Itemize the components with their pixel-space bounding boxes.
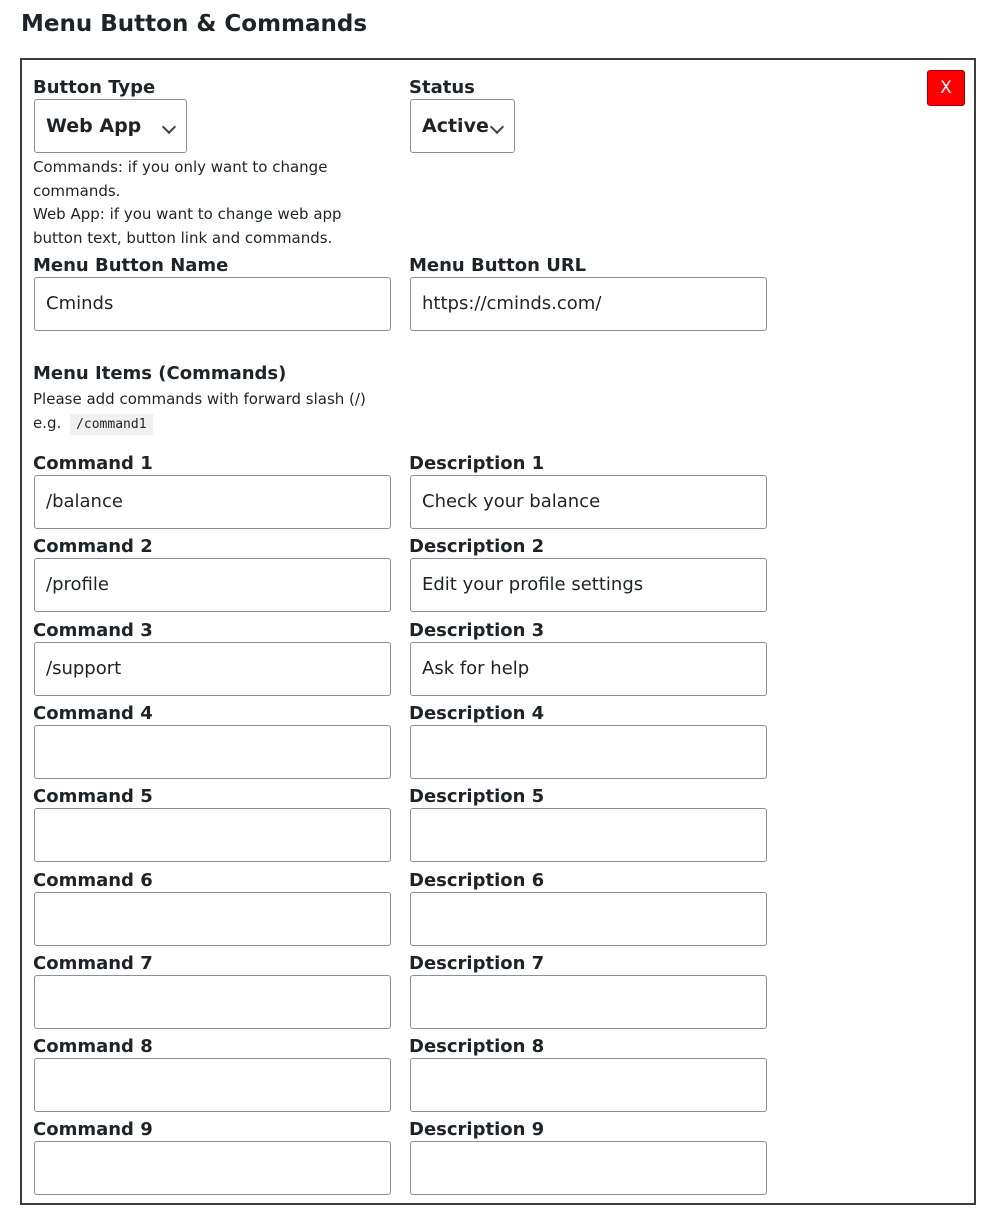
button-type-help (33, 156, 363, 250)
command-input[interactable] (34, 892, 391, 946)
page-title: Menu Button & Commands (21, 11, 368, 37)
description-label: Description 9 (409, 1119, 545, 1140)
command-input[interactable]: /profile (34, 558, 391, 612)
description-input[interactable] (410, 975, 767, 1029)
command-label: Command 8 (33, 1036, 153, 1057)
menu-items-hint (33, 387, 393, 437)
description-input[interactable] (410, 1058, 767, 1112)
menu-button-name-input[interactable]: Cminds (34, 277, 391, 331)
close-button[interactable]: X (927, 70, 965, 106)
chevron-down-icon (162, 120, 176, 134)
description-label: Description 1 (409, 453, 545, 474)
description-input[interactable]: Check your balance (410, 475, 767, 529)
description-input[interactable] (410, 1141, 767, 1195)
command-input[interactable] (34, 808, 391, 862)
description-input[interactable] (410, 892, 767, 946)
command-input[interactable]: /balance (34, 475, 391, 529)
example-prefix: e.g. (33, 414, 62, 432)
command-label: Command 6 (33, 870, 153, 891)
description-label: Description 6 (409, 870, 545, 891)
menu-items-hint-text: Please add commands with forward slash (/) (33, 390, 366, 408)
chevron-down-icon (490, 120, 504, 134)
button-type-select[interactable] (34, 99, 187, 153)
command-label: Command 2 (33, 536, 153, 557)
description-input[interactable]: Edit your profile settings (410, 558, 767, 612)
command-input[interactable] (34, 1058, 391, 1112)
menu-button-name-label: Menu Button Name (33, 255, 229, 276)
command-input[interactable] (34, 1141, 391, 1195)
description-label: Description 4 (409, 703, 545, 724)
description-input[interactable] (410, 725, 767, 779)
command-label: Command 7 (33, 953, 153, 974)
description-input[interactable]: Ask for help (410, 642, 767, 696)
command-label: Command 1 (33, 453, 153, 474)
example-code: /command1 (70, 414, 152, 435)
status-select[interactable] (410, 99, 515, 153)
command-input[interactable]: /support (34, 642, 391, 696)
description-label: Description 3 (409, 620, 545, 641)
status-value: Active (422, 115, 489, 137)
menu-button-url-input[interactable]: https://cminds.com/ (410, 277, 767, 331)
menu-items-title: Menu Items (Commands) (33, 363, 287, 384)
command-label: Command 9 (33, 1119, 153, 1140)
command-input[interactable] (34, 725, 391, 779)
description-label: Description 8 (409, 1036, 545, 1057)
command-label: Command 5 (33, 786, 153, 807)
menu-button-panel (20, 58, 976, 1205)
command-label: Command 3 (33, 620, 153, 641)
command-input[interactable] (34, 975, 391, 1029)
help-web-app-text: Web App: if you want to change web app button text, button link and commands. (33, 205, 342, 247)
status-label: Status (409, 77, 475, 98)
description-label: Description 2 (409, 536, 545, 557)
menu-button-url-label: Menu Button URL (409, 255, 587, 276)
description-label: Description 7 (409, 953, 545, 974)
button-type-label: Button Type (33, 77, 156, 98)
button-type-value: Web App (46, 115, 142, 137)
description-label: Description 5 (409, 786, 545, 807)
command-label: Command 4 (33, 703, 153, 724)
help-commands-text: Commands: if you only want to change commands. (33, 158, 328, 200)
description-input[interactable] (410, 808, 767, 862)
